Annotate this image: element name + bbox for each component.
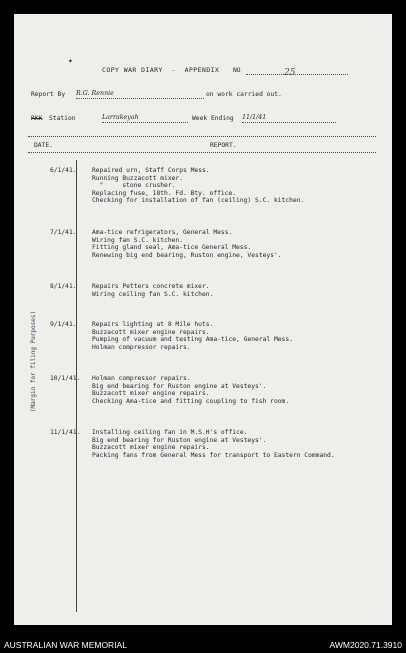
report-by-line xyxy=(76,98,204,99)
footer-accession-number: AWM2020.71.3910 xyxy=(329,640,402,650)
column-divider xyxy=(76,160,77,612)
report-by-value: R.G. Rennie xyxy=(76,90,114,97)
appendix-no-value: 25 xyxy=(284,68,296,78)
appendix-no-line xyxy=(246,74,348,75)
entry-text: Repairs Petters concrete mixer. Wiring ceiling fan S.C. kitchen. xyxy=(92,283,214,298)
report-by-label: Report By xyxy=(31,91,66,98)
station-label: Station xyxy=(49,115,76,122)
entry-text: Ama-tice refrigerators, General Mess. Wiring fan S.C. kitchen. Fitting gland seal, Ama-tice General Mess. Renewing big end bearing, Ruston engine, Vesteys'. xyxy=(92,229,282,259)
document-title: COPY WAR DIARY - APPENDIX xyxy=(102,66,220,74)
filing-margin-note: (Margin for filing Purposes) xyxy=(30,310,38,413)
entry-text: Holman compressor repairs. Big end bearing for Ruston engine at Vesteys'. Buzzacott mixer engine repairs. Checking Ama-tice and fitting coupling to fish room. xyxy=(92,375,290,405)
report-suffix: on work carried out. xyxy=(206,91,282,98)
entry-date: 7/1/41. xyxy=(50,229,77,236)
entry-text: Repaired urn, Staff Corps Mess. Running Buzzacott mixer. " stone crusher. Replacing fuse, 18th. Fd. Bty. office. Checking for installation of fan (ceiling) S.C. kitchen. xyxy=(92,167,305,205)
column-report-header: REPORT. xyxy=(210,142,237,149)
header-rule-top xyxy=(28,136,376,137)
header-rule-bottom xyxy=(28,152,376,153)
station-strike: RKK xyxy=(31,115,43,122)
station-line xyxy=(102,122,188,123)
week-ending-value: 11/1/41 xyxy=(242,114,267,121)
entry-date: 11/1/41. xyxy=(50,429,81,436)
pin-mark-icon: ✦ xyxy=(68,56,73,65)
entry-text: Repairs lighting at 8 Mile huts. Buzzacott mixer engine repairs. Pumping of vacuum and testing Ama-tice, General Mess. Holman compressor repairs. xyxy=(92,321,293,351)
station-value: Larrakeyah xyxy=(102,114,139,121)
week-ending-line xyxy=(242,122,336,123)
entry-date: 8/1/41. xyxy=(50,283,77,290)
week-ending-label: Week Ending xyxy=(192,115,234,122)
entry-date: 9/1/41. xyxy=(50,321,77,328)
footer-institution: AUSTRALIAN WAR MEMORIAL xyxy=(4,640,127,650)
column-date-header: DATE. xyxy=(34,142,53,149)
entry-text: Installing ceiling fan in M.S.H's office. Big end bearing for Ruston engine at Vesteys'. Buzzacott mixer engine repairs. Packing fans from General Mess for transport to Eastern Command. xyxy=(92,429,335,459)
appendix-no-label: NO xyxy=(233,67,241,74)
document-page xyxy=(14,14,392,625)
entry-date: 10/1/41. xyxy=(50,375,81,382)
entry-date: 6/1/41. xyxy=(50,167,77,174)
